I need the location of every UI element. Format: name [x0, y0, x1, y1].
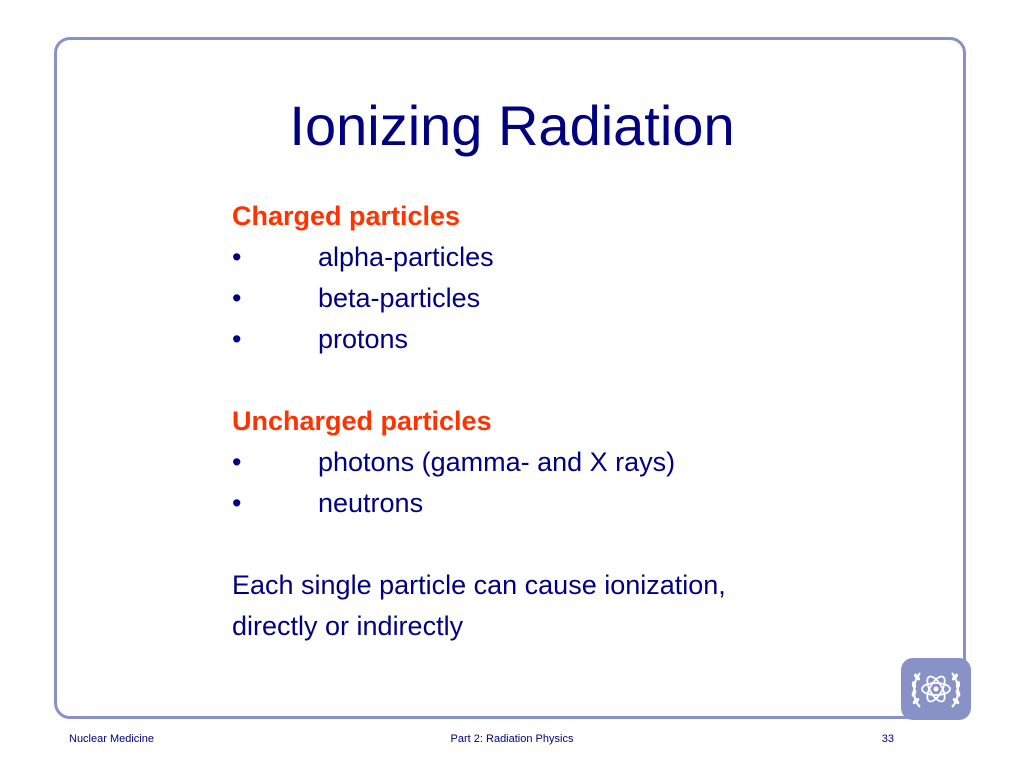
bullet-symbol: •: [232, 242, 242, 272]
list-item-text: neutrons: [318, 488, 424, 518]
bullet-symbol: •: [232, 488, 242, 518]
uncharged-particles-list: [232, 442, 912, 524]
closing-line-2: directly or indirectly: [232, 611, 464, 641]
list-item: [232, 278, 912, 319]
charged-particles-list: [232, 237, 912, 360]
list-item-text: photons (gamma- and X rays): [318, 447, 676, 477]
list-item-text: alpha-particles: [318, 242, 494, 272]
bullet-symbol: •: [232, 283, 242, 313]
list-item-text: protons: [318, 324, 409, 354]
section-heading-charged: Charged particles: [232, 201, 461, 231]
spacer: [232, 524, 912, 565]
footer-page-number: 33: [881, 733, 894, 745]
atom-laurel-emblem-icon: [906, 661, 966, 717]
atom-laurel-emblem-icon: [901, 658, 971, 720]
slide-title: Ionizing Radiation: [289, 94, 735, 157]
spacer: [232, 360, 912, 401]
slide-content: [232, 196, 912, 647]
section-heading-uncharged: Uncharged particles: [232, 406, 492, 436]
list-item: [232, 442, 912, 483]
list-item: [232, 237, 912, 278]
list-item-text: beta-particles: [318, 283, 481, 313]
list-item: [232, 483, 912, 524]
footer-section-name: Part 2: Radiation Physics: [450, 733, 574, 745]
closing-line-1: Each single particle can cause ionization,: [232, 570, 726, 600]
bullet-symbol: •: [232, 447, 242, 477]
bullet-symbol: •: [232, 324, 242, 354]
footer-course-name: Nuclear Medicine: [69, 733, 154, 745]
list-item: [232, 319, 912, 360]
